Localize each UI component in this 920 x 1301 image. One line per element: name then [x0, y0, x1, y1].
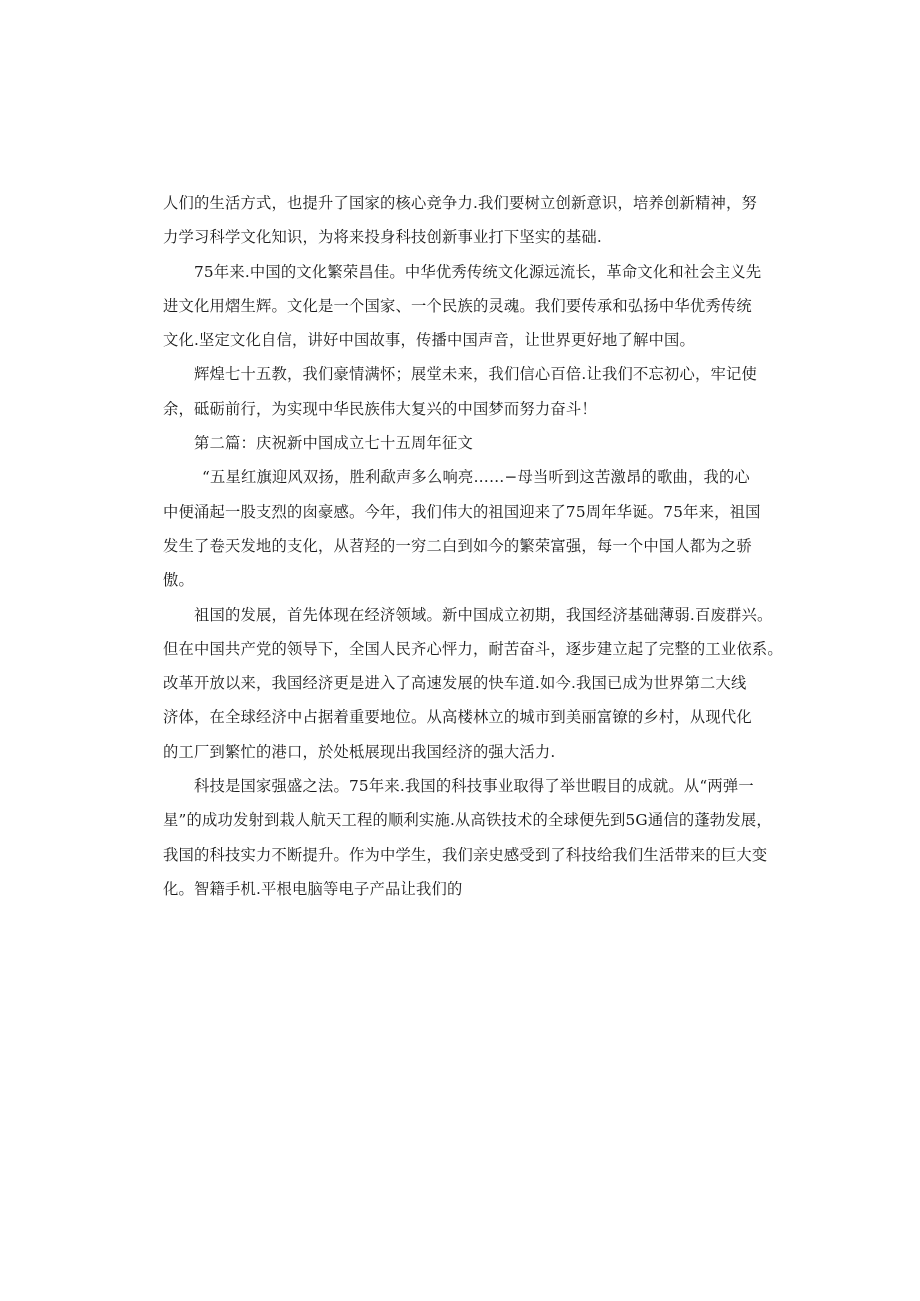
section-heading: 第二篇：庆祝新中国成立七十五周年征文	[194, 434, 473, 453]
text-line: 星”的成功发射到栽人航天工程的顺利实施.从高铁技术的全球便先到5G通信的蓬勃发展，	[163, 811, 772, 830]
text-line: 人们的生活方式，也提升了国家的核心竞争力.我们要树立创新意识，培养创新精神，努	[163, 194, 757, 212]
text-line: 文化.坚定文化自信，讲好中国故事，传播中国声音，让世界更好地了解中国。	[163, 331, 695, 350]
text-line: 傲。	[163, 571, 194, 590]
text-line: 改革开放以来，我国经济更是进入了高速发展的快车道.如今.我国已成为世界第二大线	[163, 674, 747, 693]
paragraph-start-line: 科技是国家强盛之法。75年来.我国的科技事业取得了举世暇目的成就。从“两弹一	[194, 777, 754, 796]
text-line: 济体，在全球经济中占据着重要地位。从高楼林立的城市到美丽富镣的乡村，从现代化	[163, 708, 752, 727]
text-line: 发生了卷天发地的支化，从苕羟的一穷二白到如今的繁荣富强，每一个中国人都为之骄	[163, 536, 752, 555]
text-line: 中便涌起一股支烈的囱豪感。今年，我们伟大的祖国迎来了75周年华诞。75年来，祖国	[163, 502, 761, 521]
paragraph-start-line: 75年来.中国的文化繁荣昌佳。中华优秀传统文化源远流长，革命文化和社会主义先	[194, 262, 762, 281]
text-line: 余，砥砺前行，为实现中华民族伟大复兴的中国梦而努力奋斗！	[163, 399, 597, 418]
paragraph-start-line: 辉煌七十五教，我们豪情满怀；展堂未来，我们信心百倍.让我们不忘初心，牢记使	[194, 365, 757, 384]
paragraph-start-line: “五星红旗迎风双扬，胜利歃声多么响亮……−母当听到这苦激昂的歌曲，我的心	[202, 468, 750, 487]
text-line: 我国的科技实力不断提升。作为中学生，我们亲史感受到了科技给我们生活带来的巨大变	[163, 845, 768, 864]
text-line: 力学习科学文化知识，为将来投身科技创新事业打下坚实的基础.	[163, 228, 602, 247]
document-body	[163, 186, 783, 906]
paragraph-start-line: 祖国的发展，首先体现在经济领域。新中国成立初期，我国经济基础薄弱.百废群兴。	[194, 605, 773, 624]
text-line: 的工厂到繁忙的港口，於处柢展现出我国经济的强大活力.	[163, 742, 556, 761]
text-line: 进文化用熠生辉。文化是一个国家、一个民族的灵魂。我们要传承和弘扬中华优秀传统	[163, 296, 752, 315]
text-line: 但在中国共产党的领导下，全国人民齐心怦力，耐苦奋斗，逐步建立起了完整的工业依系。	[163, 639, 783, 658]
text-line: 化。智籍手机.平根电脑等电子产品让我们的	[163, 879, 463, 898]
